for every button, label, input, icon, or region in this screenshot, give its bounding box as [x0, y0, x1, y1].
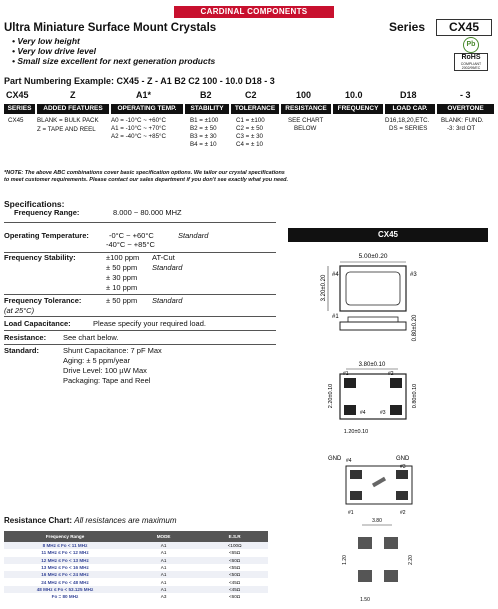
load-label: Load Capacitance: — [4, 319, 71, 328]
freq-cell: 12 MHz ≤ Fo < 13 MHz — [4, 557, 126, 564]
page-title: Ultra Miniature Surface Mount Crystals — [4, 22, 217, 34]
package-lid — [346, 272, 400, 305]
pin-label: #1 — [332, 314, 339, 320]
pin-label: #1 — [348, 510, 354, 516]
code-resistance: 100 — [296, 90, 312, 100]
divider — [4, 330, 276, 331]
stability-value: ± 30 ppm — [106, 273, 138, 282]
freq-cell: Fo = 80 MHz — [51, 594, 79, 600]
package-side-view — [340, 322, 406, 330]
cell-load: DS = SERIES — [389, 125, 428, 132]
freq-value: 8.000 ~ 80.000 MHZ — [113, 208, 182, 217]
resistance-chart-heading: Resistance Chart: — [4, 516, 73, 525]
esr-cell: <65Ω — [229, 550, 241, 556]
header-overtone: OVERTONE — [437, 104, 494, 114]
tolerance-std: Standard — [152, 296, 183, 305]
mode-cell: A1 — [160, 550, 167, 556]
pinout-pad — [350, 491, 362, 500]
freq-label: Frequency Range: — [14, 208, 80, 217]
mode-cell: A1 — [126, 542, 201, 549]
package-top-view — [340, 266, 406, 311]
standard-value: Packaging: Tape and Reel — [63, 376, 151, 385]
table-row — [4, 571, 268, 578]
package-side-lid — [348, 317, 398, 322]
stability-std: Standard — [152, 263, 183, 272]
header-resistance: RESISTANCE — [281, 104, 331, 114]
resistance-chart-title — [4, 516, 177, 525]
cell-temp: A1 = -10°C ~ +70°C — [111, 125, 166, 132]
pad-4 — [344, 378, 356, 388]
header-series: SERIES — [4, 104, 35, 114]
cell-overtone: BLANK: FUND. — [441, 117, 484, 124]
table-row — [4, 557, 268, 564]
col-mode: MODE — [126, 531, 201, 542]
tolerance-sub: (at 25°C) — [4, 306, 35, 315]
pin-label: #4 — [332, 272, 339, 278]
cell-overtone: -3: 3rd OT — [447, 125, 476, 132]
header-stability: STABILITY — [185, 104, 229, 114]
side-height-label: 0.80±0.20 — [412, 314, 418, 342]
pin-label: #3 — [400, 464, 406, 470]
spec-heading: Specifications: — [4, 199, 65, 209]
mode-cell: A1 — [160, 579, 167, 585]
standard-value: Drive Level: 100 µW Max — [63, 366, 147, 375]
resistance-label: Resistance: — [4, 333, 47, 342]
drawing-header: CX45 — [288, 228, 488, 242]
standard-label: Standard: — [4, 346, 40, 355]
col-esr: E.S.R — [201, 531, 268, 542]
cell-resistance: BELOW — [294, 125, 317, 132]
freq-cell: 24 MHz ≤ Fo < 48 MHz — [41, 579, 89, 585]
standard-value: Shunt Capacitance: 7 pF Max — [63, 346, 162, 355]
mode-cell: A1 — [126, 571, 201, 578]
land-pad — [358, 537, 372, 549]
top-width-label: 5.00±0.20 — [358, 253, 388, 260]
stability-note: AT-Cut — [152, 253, 175, 262]
stability-value: ± 50 ppm — [106, 263, 138, 272]
cell-tolerance: C1 = ±100 — [236, 117, 265, 124]
code-stability: B2 — [200, 90, 212, 100]
series-value-box: CX45 — [436, 19, 492, 36]
freq-cell: 8 MHz ≤ Fo < 11 MHz — [4, 542, 126, 549]
mode-cell: A1 — [126, 586, 201, 593]
freq-cell: 13 MHz ≤ Fo < 16 MHz — [41, 565, 89, 571]
land-height-label: 2.20 — [408, 555, 414, 565]
freq-cell: 16 MHz ≤ Fo < 24 MHz — [4, 571, 126, 578]
spec-note-line: *NOTE: The above ABC combinations cover basic specification options. We tailor our crystal specifications — [4, 170, 285, 176]
cell-tolerance: C3 = ± 30 — [236, 133, 263, 140]
cell-temp: A2 = -40°C ~ +85°C — [111, 133, 166, 140]
header-tolerance: TOLERANCE — [231, 104, 279, 114]
cell-tolerance: C4 = ± 10 — [236, 141, 263, 148]
gnd-label: GND — [396, 456, 410, 462]
optemp-label: Operating Temperature: — [4, 231, 89, 240]
esr-cell: <60Ω — [201, 557, 268, 564]
freq-cell: 48 MHz ≤ Fo < 53.125 MHz — [4, 586, 126, 593]
divider — [4, 294, 276, 295]
table-row — [4, 564, 268, 571]
pin-label: #3 — [380, 410, 386, 416]
code-features: Z — [70, 90, 76, 100]
code-series: CX45 — [6, 90, 29, 100]
code-tolerance: C2 — [245, 90, 257, 100]
cell-stability: B4 = ± 10 — [190, 141, 217, 148]
mechanical-drawing — [288, 244, 494, 609]
spec-note — [4, 170, 288, 184]
cell-load: D16,18,20,ETC. — [385, 117, 430, 124]
gnd-label: GND — [328, 456, 342, 462]
optemp-std: Standard — [178, 231, 209, 240]
stability-value: ± 10 ppm — [106, 283, 138, 292]
standard-value: Aging: ± 5 ppm/year — [63, 356, 131, 365]
pin-label: #2 — [388, 371, 394, 377]
header-features: ADDED FEATURES — [37, 104, 109, 114]
series-label: Series — [389, 20, 426, 34]
esr-cell: <100Ω — [201, 542, 268, 549]
top-height-label: 3.20±0.20 — [321, 274, 327, 302]
cell-stability: B1 = ±100 — [190, 117, 219, 124]
code-load: D18 — [400, 90, 417, 100]
pad-2 — [390, 405, 402, 415]
stability-label: Frequency Stability: — [4, 253, 76, 262]
pin-label: #4 — [346, 458, 352, 464]
code-frequency: 10.0 — [345, 90, 363, 100]
crystal-symbol — [372, 477, 386, 487]
mode-cell: A3 — [160, 594, 167, 600]
esr-cell: <45Ω — [229, 579, 241, 585]
cell-stability: B3 = ± 30 — [190, 133, 217, 140]
divider — [4, 344, 276, 345]
tolerance-value: ± 50 ppm — [106, 296, 138, 305]
header-load: LOAD CAP. — [385, 104, 435, 114]
pin-label: #2 — [400, 510, 406, 516]
stability-value: ±100 ppm — [106, 253, 140, 262]
table-row — [4, 586, 268, 593]
resistance-chart-subtitle: All resistances are maximum — [74, 516, 177, 525]
bullet-item: • Very low drive level — [12, 46, 96, 56]
cell-temp: A0 = -10°C ~ +60°C — [111, 117, 166, 124]
optemp-value: -40°C ~ +85°C — [106, 240, 155, 249]
col-frequency: Frequency Range — [4, 531, 126, 542]
mode-cell: A1 — [126, 557, 201, 564]
rohs-badge-sub: COMPLIANT 2002/95/EC — [460, 62, 482, 70]
code-overtone: - 3 — [460, 90, 471, 100]
optemp-value: -0°C ~ +60°C — [109, 231, 154, 240]
cell-tolerance: C2 = ± 50 — [236, 125, 263, 132]
cell-stability: B2 = ± 50 — [190, 125, 217, 132]
table-row — [4, 578, 268, 585]
pin-label: #3 — [410, 272, 417, 278]
pin-label: #1 — [343, 371, 349, 377]
land-width-label: 3.80 — [372, 518, 382, 524]
resistance-value: See chart below. — [63, 333, 119, 342]
pinout-pad — [350, 470, 362, 479]
cell-resistance: SEE CHART — [288, 117, 324, 124]
code-temp: A1* — [136, 90, 152, 100]
land-pitch-label: 1.50 — [360, 597, 370, 603]
freq-cell: 11 MHz ≤ Fo < 12 MHz — [41, 550, 89, 556]
cell-feature: Z = TAPE AND REEL — [37, 126, 96, 133]
tolerance-label: Frequency Tolerance: — [4, 296, 82, 305]
bullet-item: • Very low height — [12, 36, 80, 46]
part-number-example: Part Numbering Example: CX45 - Z - A1 B2 C2 100 - 10.0 D18 - 3 — [4, 76, 275, 86]
pin-label: #4 — [360, 410, 366, 416]
table-row — [4, 593, 268, 600]
cell-series: CX45 — [8, 117, 24, 124]
header-temp: OPERATING TEMP. — [111, 104, 183, 114]
pinout-pad — [396, 470, 408, 479]
pad-pitch-label: 1.20±0.10 — [343, 429, 369, 435]
land-pad — [384, 570, 398, 582]
esr-cell: <45Ω — [201, 586, 268, 593]
pad-width-label: 3.80±0.10 — [358, 362, 386, 368]
mode-cell: A1 — [160, 565, 167, 571]
divider — [4, 222, 276, 223]
spec-note-line: to meet customer requirements. Please contact our sales department if you don't see exactly what you need. — [4, 177, 289, 183]
brand-banner: CARDINAL COMPONENTS — [174, 6, 334, 18]
cell-feature: BLANK = BULK PACK — [37, 117, 99, 124]
bullet-item: • Small size excellent for next generation products — [12, 56, 216, 66]
esr-cell: <55Ω — [229, 565, 241, 571]
header-frequency: FREQUENCY — [333, 104, 383, 114]
rohs-badge — [454, 53, 488, 71]
esr-cell: <50Ω — [201, 571, 268, 578]
table-row — [4, 542, 268, 549]
pad-3 — [390, 378, 402, 388]
table-row — [4, 549, 268, 556]
resistance-table — [4, 531, 268, 600]
esr-cell: <60Ω — [229, 594, 241, 600]
pinout-pad — [396, 491, 408, 500]
pad-1 — [344, 405, 356, 415]
load-value: Please specify your required load. — [93, 319, 206, 328]
rohs-badge-label: RoHS — [461, 54, 481, 61]
divider — [4, 316, 276, 317]
land-pad — [358, 570, 372, 582]
land-height-label: 1.20 — [342, 555, 348, 565]
pad-height-label: 2.20±0.10 — [328, 383, 334, 409]
pad-side-label: 0.80±0.10 — [412, 383, 418, 409]
land-pad — [384, 537, 398, 549]
lead-free-icon: Pb — [463, 37, 479, 53]
